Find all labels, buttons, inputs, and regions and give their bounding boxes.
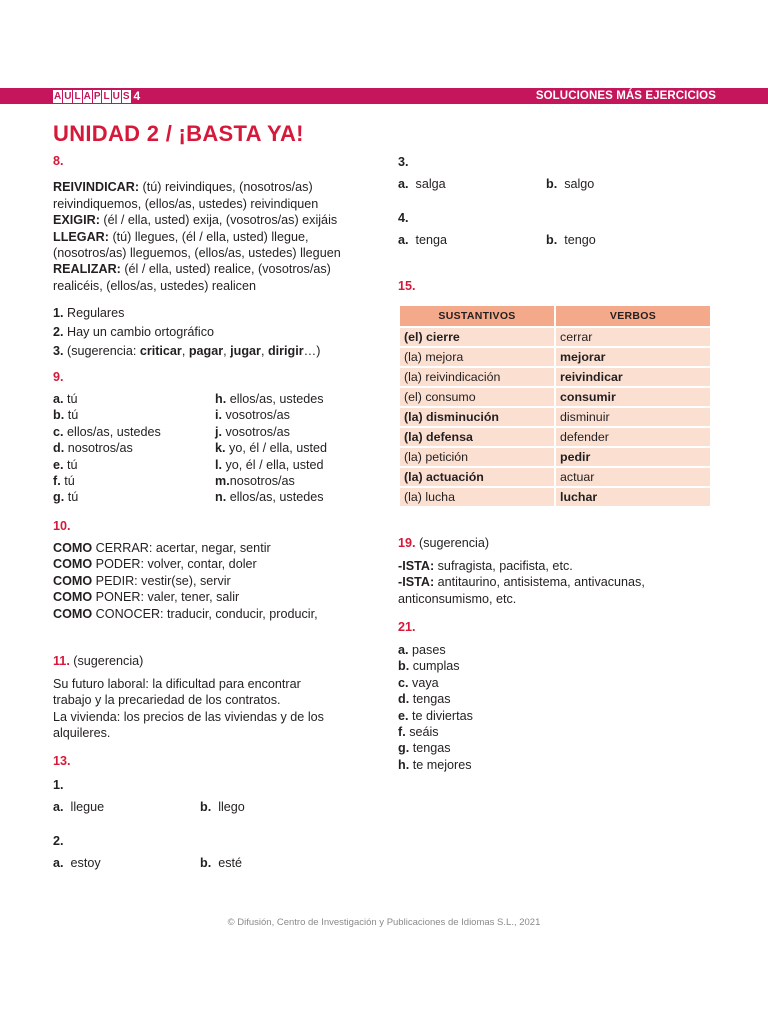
verb-text: realicéis, (ellos/as, ustedes) realicen	[53, 278, 256, 293]
item-letter: g.	[53, 490, 65, 505]
group-number: 4.	[398, 211, 409, 225]
como-label: COMO	[53, 590, 93, 605]
list-item	[398, 724, 598, 740]
list-item	[398, 675, 598, 691]
item-letter: b.	[546, 233, 558, 247]
como-label: COMO	[53, 573, 93, 588]
verb-text: (nosotros/as) lleguemos, (ellos/as, ustedes) lleguen	[53, 245, 341, 260]
suggestion-word: dirigir	[267, 344, 304, 359]
verb-text: vestir(se), servir	[137, 573, 231, 588]
exercise-19	[398, 558, 718, 607]
list-item	[215, 424, 375, 440]
noun-cell: (la) actuación	[399, 467, 555, 487]
verb-line	[53, 278, 383, 294]
item-text: yo, él / ella, usted	[229, 441, 328, 456]
list-item	[398, 642, 598, 658]
verb-text: (él / ella, usted) realice, (vosotros/as)	[120, 262, 331, 277]
verb-text: (él / ella, usted) exija, (vosotros/as) exijáis	[99, 213, 338, 228]
verb-label: PODER:	[92, 557, 144, 572]
logo-letter: L	[103, 90, 110, 102]
verb-line	[53, 261, 383, 277]
verb-cell: cerrar	[555, 327, 711, 347]
noun-cell: (la) lucha	[399, 487, 555, 507]
exercise-8	[53, 153, 383, 361]
table-row	[399, 467, 711, 487]
item-text: vosotros/as	[225, 408, 290, 423]
item-text: tengas	[412, 692, 451, 707]
verb-cell: disminuir	[555, 407, 711, 427]
item-text: tengo	[564, 233, 596, 247]
table-header-row	[399, 305, 711, 327]
suffix-text: sufragista, pacifista, etc.	[434, 559, 573, 573]
text-line: La vivienda: los precios de las viviendas y de los	[53, 709, 324, 724]
separator: ,	[223, 344, 231, 359]
list-item	[53, 440, 203, 456]
verb-label: REIVINDICAR:	[53, 180, 140, 195]
item-letter: g.	[398, 741, 410, 756]
como-label: COMO	[53, 557, 93, 572]
item-text: Regulares	[67, 306, 125, 321]
verb-text: acertar, negar, sentir	[152, 541, 271, 555]
item-text: nosotros/as	[67, 441, 133, 456]
noun-cell: (el) consumo	[399, 387, 555, 407]
logo-letter: U	[64, 90, 72, 102]
logo-letter: A	[83, 90, 91, 102]
item-letter: e.	[398, 708, 409, 723]
logo-letter: S	[122, 90, 130, 102]
como-line	[53, 556, 383, 572]
item-text: ellos/as, ustedes	[229, 490, 324, 505]
table-row	[399, 427, 711, 447]
nouns-verbs-table	[398, 304, 712, 508]
como-label: COMO	[53, 541, 93, 555]
logo-letter: P	[93, 90, 101, 102]
text-line: Su futuro laboral: la dificultad para encontrar	[53, 677, 301, 691]
answer-b	[200, 855, 242, 871]
suffix-text: anticonsumismo, etc.	[398, 591, 517, 606]
list-item	[53, 407, 203, 423]
verb-label: CERRAR:	[92, 541, 153, 555]
verb-cell: luchar	[555, 487, 711, 507]
verb-cell: defender	[555, 427, 711, 447]
item-number: 3.	[53, 344, 64, 359]
list-item	[53, 473, 203, 489]
exercise-number: 11.	[53, 654, 70, 668]
suggestion-pre: (sugerencia:	[67, 344, 140, 359]
como-line	[53, 589, 383, 605]
item-text: ellos/as, ustedes	[229, 392, 324, 406]
list-item	[398, 757, 598, 773]
item-text: nosotros/as	[229, 473, 295, 488]
verb-text: valer, tener, salir	[143, 590, 240, 605]
suggestion-post: …)	[303, 344, 321, 359]
noun-cell: (el) cierre	[399, 327, 555, 347]
exercise-number: 19.	[398, 536, 416, 550]
list-item	[215, 407, 375, 423]
verb-label: LLEGAR:	[53, 229, 109, 244]
list-item	[53, 489, 203, 505]
list-item	[215, 391, 375, 407]
exercise-9-left	[53, 391, 203, 506]
list-item	[215, 440, 375, 456]
list-item	[53, 424, 203, 440]
column-header-verbs: VERBOS	[555, 305, 711, 327]
item-letter: b.	[200, 800, 212, 814]
item-text: salgo	[564, 177, 595, 191]
list-item	[215, 457, 375, 473]
noun-cell: (la) reivindicación	[399, 367, 555, 387]
exercise-number: 13.	[53, 754, 71, 768]
item-text: pases	[412, 643, 446, 657]
item-text: tú	[64, 473, 75, 488]
logo-letter: L	[74, 90, 81, 102]
verb-line	[53, 212, 383, 228]
item-letter: a.	[53, 800, 64, 814]
answer-b	[546, 176, 594, 192]
item-letter: b.	[546, 177, 558, 191]
list-item	[215, 489, 375, 505]
item-letter: h.	[215, 392, 227, 406]
verb-cell: mejorar	[555, 347, 711, 367]
item-number: 2.	[53, 325, 64, 340]
list-item	[398, 740, 598, 756]
item-text: ellos/as, ustedes	[67, 424, 161, 439]
item-text: tú	[67, 392, 78, 406]
table-row	[399, 487, 711, 507]
list-item	[398, 708, 598, 724]
suggestion-word: jugar	[230, 344, 261, 359]
verb-cell: reivindicar	[555, 367, 711, 387]
table-row	[399, 447, 711, 467]
logo-number: 4	[133, 88, 141, 103]
table-row	[399, 327, 711, 347]
item-letter: c.	[398, 675, 409, 690]
item-letter: a.	[53, 856, 64, 870]
text-line: alquileres.	[53, 726, 111, 741]
item-text: tengas	[412, 741, 451, 756]
item-text: estoy	[70, 856, 101, 870]
como-line	[53, 573, 383, 589]
answer-a	[53, 855, 101, 871]
noun-cell: (la) petición	[399, 447, 555, 467]
item-letter: d.	[53, 441, 65, 456]
header-title: SOLUCIONES MÁS EJERCICIOS	[535, 90, 716, 102]
exercise-number: 21.	[398, 620, 416, 634]
item-letter: f.	[398, 724, 406, 739]
verb-line	[53, 196, 383, 212]
item-text: seáis	[409, 724, 439, 739]
exercise-note: (sugerencia)	[415, 536, 490, 550]
noun-cell: (la) disminución	[399, 407, 555, 427]
verb-cell: consumir	[555, 387, 711, 407]
exercise-heading	[53, 653, 143, 669]
separator: ,	[181, 344, 189, 359]
verb-text: traducir, conducir, producir,	[163, 606, 318, 621]
item-text: Hay un cambio ortográfico	[67, 325, 215, 340]
list-item	[398, 691, 598, 707]
noun-cell: (la) mejora	[399, 347, 555, 367]
answer-a	[398, 232, 447, 248]
exercise-10	[53, 540, 383, 622]
unit-title: UNIDAD 2 / ¡BASTA YA!	[53, 121, 304, 146]
item-text: tú	[67, 457, 78, 472]
verb-line	[53, 245, 383, 261]
item-text: tú	[67, 408, 79, 423]
exercise-note: (sugerencia)	[69, 654, 144, 668]
group-number: 2.	[53, 834, 64, 848]
list-item	[215, 473, 375, 489]
list-item	[398, 658, 598, 674]
verb-line	[53, 179, 383, 195]
item-letter: j.	[215, 424, 222, 439]
item-letter: b.	[53, 408, 65, 423]
verb-text: (tú) llegues, (él / ella, usted) llegue,	[108, 229, 309, 244]
item-letter: a.	[398, 233, 409, 247]
exercise-21	[398, 642, 598, 773]
item-letter: m.	[215, 473, 230, 488]
item-text: te diviertas	[412, 708, 473, 723]
column-header-nouns: SUSTANTIVOS	[399, 305, 555, 327]
list-item	[53, 323, 383, 342]
list-item	[53, 304, 383, 323]
item-letter: k.	[215, 441, 226, 456]
text-line: trabajo y la precariedad de los contratos.	[53, 693, 281, 708]
item-letter: h.	[398, 757, 410, 772]
verb-cell: actuar	[555, 467, 711, 487]
suffix-line	[398, 574, 718, 590]
item-letter: a.	[398, 643, 409, 657]
verb-text: volver, contar, doler	[143, 557, 257, 572]
como-label: COMO	[53, 606, 93, 621]
item-text: tenga	[415, 233, 448, 247]
item-letter: l.	[215, 457, 222, 472]
answer-a	[53, 799, 104, 815]
table-row	[399, 347, 711, 367]
separator: ,	[260, 344, 268, 359]
como-line	[53, 540, 383, 556]
exercise-9-right	[215, 391, 375, 506]
table-row	[399, 407, 711, 427]
exercise-number: 15.	[398, 279, 416, 293]
exercise-11	[53, 676, 383, 742]
table-row	[399, 367, 711, 387]
logo-letter: A	[54, 90, 62, 102]
answer-b	[200, 799, 245, 815]
item-text: te mejores	[412, 757, 472, 772]
suffix-line	[398, 591, 718, 607]
verb-cell: pedir	[555, 447, 711, 467]
item-letter: a.	[398, 177, 409, 191]
verb-label: EXIGIR:	[53, 213, 100, 228]
item-letter: c.	[53, 424, 64, 439]
table-row	[399, 387, 711, 407]
item-letter: b.	[200, 856, 212, 870]
item-letter: d.	[398, 692, 410, 707]
suggestion-word: criticar	[139, 344, 182, 359]
item-letter: a.	[53, 392, 64, 406]
item-text: salga	[415, 177, 446, 191]
verb-text: reivindiquemos, (ellos/as, ustedes) reivindiquen	[53, 196, 319, 211]
suggestion-word: pagar	[188, 344, 224, 359]
group-number: 1.	[53, 778, 64, 792]
list-item	[53, 342, 383, 361]
item-text: vosotros/as	[225, 424, 290, 439]
verb-label: REALIZAR:	[53, 262, 121, 277]
item-letter: e.	[53, 457, 64, 472]
answer-a	[398, 176, 446, 192]
group-number: 3.	[398, 155, 409, 169]
item-text: vaya	[412, 675, 439, 690]
suffix-label: -ISTA:	[398, 559, 435, 573]
item-letter: b.	[398, 659, 410, 674]
exercise-heading	[398, 535, 489, 551]
exercise-number: 8.	[53, 154, 64, 168]
noun-cell: (la) defensa	[399, 427, 555, 447]
aula-plus-logo	[53, 89, 140, 103]
suffix-line	[398, 558, 718, 574]
item-text: llegue	[70, 800, 105, 814]
verb-line	[53, 229, 383, 245]
list-item	[53, 457, 203, 473]
item-text: cumplas	[412, 659, 460, 674]
exercise-number: 9.	[53, 370, 64, 384]
suffix-text: antitaurino, antisistema, antivacunas,	[434, 575, 645, 590]
item-text: esté	[218, 856, 243, 870]
como-line	[53, 606, 383, 622]
item-number: 1.	[53, 306, 64, 321]
verb-label: CONOCER:	[92, 606, 164, 621]
list-item	[53, 391, 203, 407]
verb-label: PONER:	[92, 590, 144, 605]
verb-label: PEDIR:	[92, 573, 138, 588]
item-text: llego	[218, 800, 245, 814]
suffix-label: -ISTA:	[398, 575, 435, 590]
answer-b	[546, 232, 596, 248]
item-letter: f.	[53, 473, 61, 488]
verb-text: (tú) reivindiques, (nosotros/as)	[139, 180, 313, 195]
exercise-number: 10.	[53, 519, 71, 533]
item-text: yo, él / ella, usted	[225, 457, 324, 472]
copyright-footer: © Difusión, Centro de Investigación y Publicaciones de Idiomas S.L., 2021	[227, 917, 541, 928]
item-letter: i.	[215, 408, 222, 423]
item-letter: n.	[215, 490, 227, 505]
logo-letter: U	[112, 90, 120, 102]
item-text: tú	[67, 490, 79, 505]
